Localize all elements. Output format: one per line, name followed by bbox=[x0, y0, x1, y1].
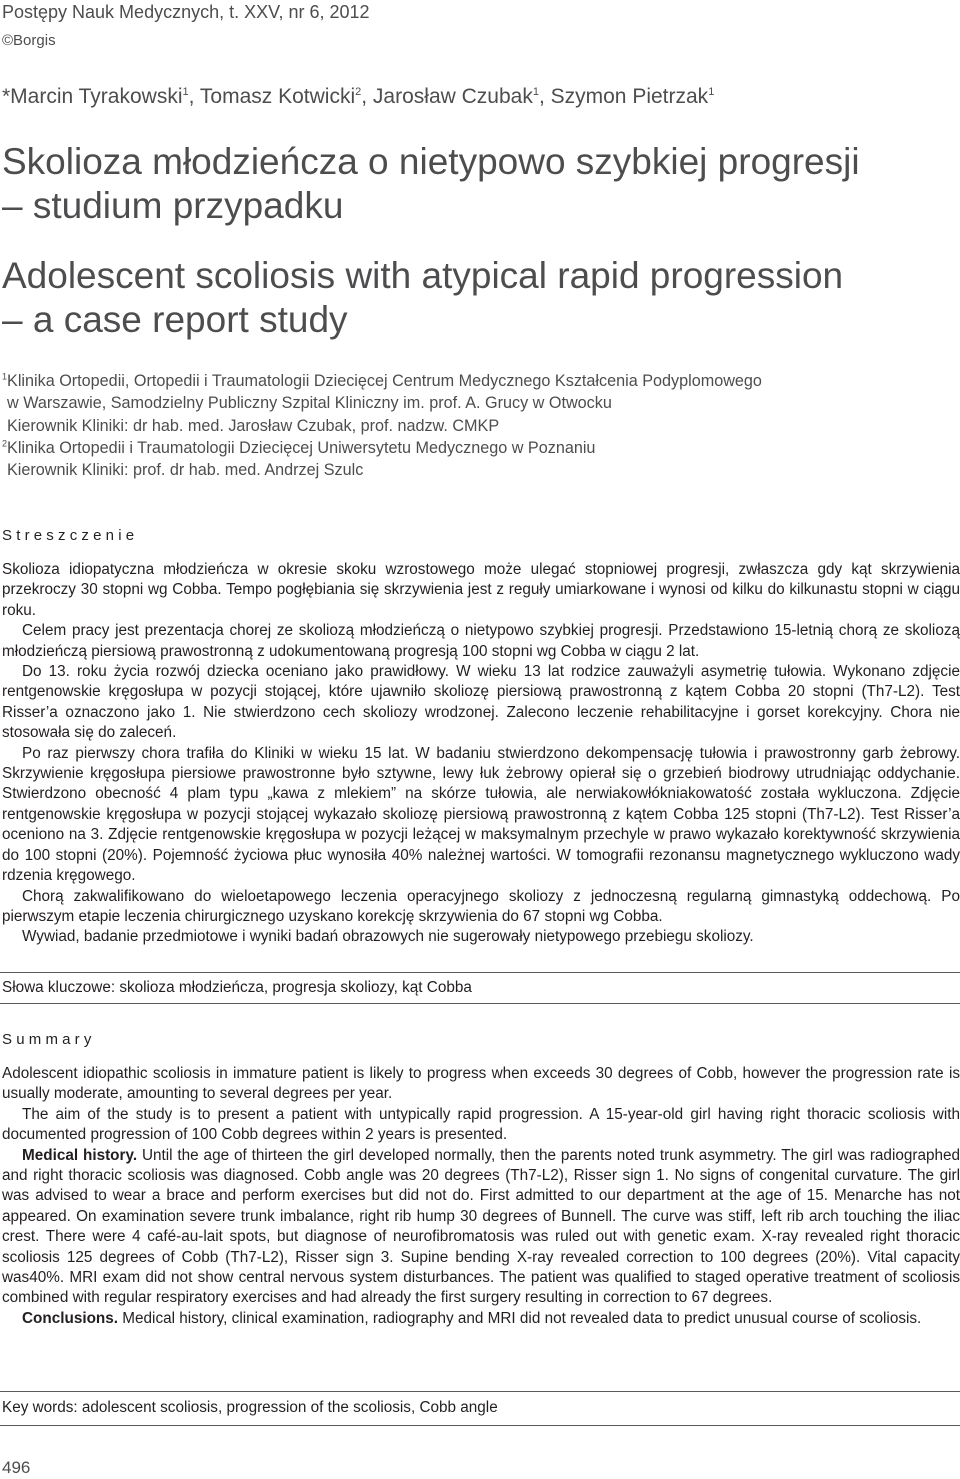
author-name: Szymon Pietrzak bbox=[550, 85, 709, 108]
author-separator: , bbox=[188, 85, 200, 108]
title-polish-line1: Skolioza młodzieńcza o nietypowo szybkiej progresji bbox=[2, 141, 860, 182]
streszczenie-body bbox=[2, 560, 960, 948]
keywords-english: Key words: adolescent scoliosis, progression of the scoliosis, Cobb angle bbox=[2, 1399, 498, 1416]
summary-paragraph: Conclusions. Medical history, clinical examination, radiography and MRI did not revealed data to predict unusual course of scoliosis. bbox=[22, 1309, 922, 1327]
divider bbox=[0, 1003, 960, 1004]
title-english-line1: Adolescent scoliosis with atypical rapid progression bbox=[2, 255, 844, 296]
author-name: Tomasz Kotwicki bbox=[199, 85, 356, 108]
author-name: Jarosław Czubak bbox=[372, 85, 533, 108]
streszczenie-paragraph: Po raz pierwszy chora trafiła do Kliniki w wieku 15 lat. W badaniu stwierdzono dekompensację tułowia i prawostronny garb żebrowy. Skrzywienie kręgosłupa piersiowe prawostronne było sztywne, lewy łuk żebrowy opierał się o grzebień biodrowy utrudniając oddychanie. Stwierdzono obecność 4 plam typu „kawa z mlekiem” na skórze tułowia, ale nerwiakowłókniakowatość została wykluczona. Zdjęcie rentgenowskie kręgosłupa w pozycji stojącej wykazało skoliozę piersiową prawostronną z kątem Cobba 125 stopni (Th7-L2). Test Risser’a oceniono na 3. Zdjęcie rentgenowskie kręgosłupa w pozycji leżącej w maksymalnym przechyle w prawo wykazało korektywność skrzywienia do 100 stopni (20%). Pojemność życiowa płuc wynosiła 40% należnej wartości. W tomografii rezonansu magnetycznego wykluczono wady rdzenia kręgowego. bbox=[2, 744, 960, 885]
affiliation-2-line2: Kierownik Kliniki: prof. dr hab. med. Andrzej Szulc bbox=[7, 461, 364, 480]
title-polish-line2: – studium przypadku bbox=[2, 185, 344, 226]
title-polish bbox=[2, 140, 860, 228]
author-affiliation-sup: 1 bbox=[532, 86, 539, 98]
author-list bbox=[2, 83, 714, 111]
page-number: 496 bbox=[2, 1458, 31, 1477]
author-affiliation-sup: 1 bbox=[182, 86, 189, 98]
summary-paragraph: Adolescent idiopathic scoliosis in immature patient is likely to progress when exceeds 30 degrees of Cobb, however the progression rate is usually moderate, amounting to several degrees per year. bbox=[2, 1065, 960, 1103]
journal-citation: Postępy Nauk Medycznych, t. XXV, nr 6, 2012 bbox=[2, 2, 370, 22]
summary-paragraph: Medical history. Until the age of thirteen the girl developed normally, then the parents noted trunk asymmetry. The girl was radiographed and right thoracic scoliosis was diagnosed. Cobb angle was 20 degrees (Th7-L2), Risser sign 1. No signs of congenital curvature. The girl was advised to wear a brace and perform exercises but did not do. First admitted to our department at the age of 15. Menarche has not appeared. On examination severe trunk imbalance, right rib hump 30 degrees of Bunnell. The curve was stiff, left rib arch touching the iliac crest. There were 4 café-au-lait spots, but diagnose of neurofibromatosis was ruled out with genetic exam. X-ray revealed right thoracic scoliosis 125 degrees of Cobb (Th7-L2), Risser sign 3. Supine bending X-ray revealed correction to 100 degrees (20%). Vital capacity was40%. MRI exam did not show central nervous system disturbances. The patient was qualified to staged operative treatment of scoliosis combined with regular respiratory exercises and had already the first surgery resulting in correction to 67 degrees. bbox=[2, 1146, 960, 1307]
streszczenie-paragraph: Skolioza idiopatyczna młodzieńcza w okresie skoku wzrostowego może ulegać stopniowej progresji, zwłaszcza gdy kąt skrzywienia przekroczy 30 stopni wg Cobba. Tempo pogłębiania się skrzywienia jest z reguły umiarkowane i wynosi od kilku do kilkunastu stopni w ciągu roku. bbox=[2, 561, 960, 619]
divider bbox=[0, 1391, 960, 1392]
author-affiliation-sup: 2 bbox=[355, 86, 362, 98]
affiliation-1-line2: w Warszawie, Samodzielny Publiczny Szpital Kliniczny im. prof. A. Grucy w Otwocku bbox=[7, 394, 612, 413]
streszczenie-heading: Streszczenie bbox=[2, 527, 139, 544]
affiliations bbox=[2, 370, 942, 481]
conclusions-label: Conclusions. bbox=[22, 1309, 119, 1327]
streszczenie-paragraph: Do 13. roku życia rozwój dziecka oceniano jako prawidłowy. W wieku 13 lat rodzice zauważyli asymetrię tułowia. Wykonano zdjęcie rentgenowskie kręgosłupa w pozycji stojącej, które ujawniło skoliozę piersiową prawostronną z kątem Cobba 20 stopni (Th7-L2). Test Risser’a oznaczono jako 1. Nie stwierdzono cech skoliozy wrodzonej. Zalecono leczenie rehabilitacyjne i gorset korekcyjny. Chora nie stosowała się do zaleceń. bbox=[2, 663, 960, 742]
divider bbox=[0, 1425, 960, 1426]
publisher-copyright: ©Borgis bbox=[2, 32, 56, 49]
streszczenie-paragraph: Wywiad, badanie przedmiotowe i wyniki badań obrazowych nie sugerowały nietypowego przebiegu skoliozy. bbox=[22, 928, 754, 946]
title-english-line2: – a case report study bbox=[2, 299, 348, 340]
summary-heading: Summary bbox=[2, 1031, 96, 1048]
affiliation-1-line3: Kierownik Kliniki: dr hab. med. Jarosław Czubak, prof. nadzw. CMKP bbox=[7, 416, 500, 435]
affiliation-1-sup: 1 bbox=[2, 371, 8, 382]
keywords-polish: Słowa kluczowe: skolioza młodzieńcza, progresja skoliozy, kąt Cobba bbox=[2, 979, 472, 996]
author-name: *Marcin Tyrakowski bbox=[2, 85, 183, 108]
streszczenie-paragraph: Celem pracy jest prezentacja chorej ze skoliozą młodzieńczą o nietypowo szybkiej progresji. Przedstawiono 15-letnią chorą ze skoliozą młodzieńczą piersiową prawostronną z udokumentowaną progresją 100 stopni wg Cobba w ciągu 2 lat. bbox=[2, 622, 960, 660]
title-english bbox=[2, 254, 843, 342]
affiliation-2-sup: 2 bbox=[2, 438, 8, 449]
streszczenie-paragraph: Chorą zakwalifikowano do wieloetapowego leczenia operacyjnego skoliozy z jednoczesną regularną gimnastyką oddechową. Po pierwszym etapie leczenia chirurgicznego uzyskano korekcję skrzywienia do 67 stopni wg Cobba. bbox=[2, 887, 960, 925]
summary-body bbox=[2, 1064, 960, 1329]
summary-paragraph: The aim of the study is to present a patient with untypically rapid progression. A 15-year-old girl having right thoracic scoliosis with documented progression of 100 Cobb degrees within 2 years is presented. bbox=[2, 1105, 960, 1144]
author-affiliation-sup: 1 bbox=[708, 86, 715, 98]
affiliation-1-line1: $^1$Klinika Ortopedii, Ortopedii i Traumatologii Dziecięcej Centrum Medycznego Kształcenia Podyplomowego bbox=[2, 371, 762, 390]
author-separator: , bbox=[538, 85, 551, 108]
author-separator: , bbox=[361, 85, 373, 108]
divider bbox=[0, 972, 960, 973]
medical-history-label: Medical history. bbox=[22, 1146, 138, 1164]
affiliation-2-line1: $^2$Klinika Ortopedii i Traumatologii Dziecięcej Uniwersytetu Medycznego w Poznaniu bbox=[2, 438, 596, 457]
